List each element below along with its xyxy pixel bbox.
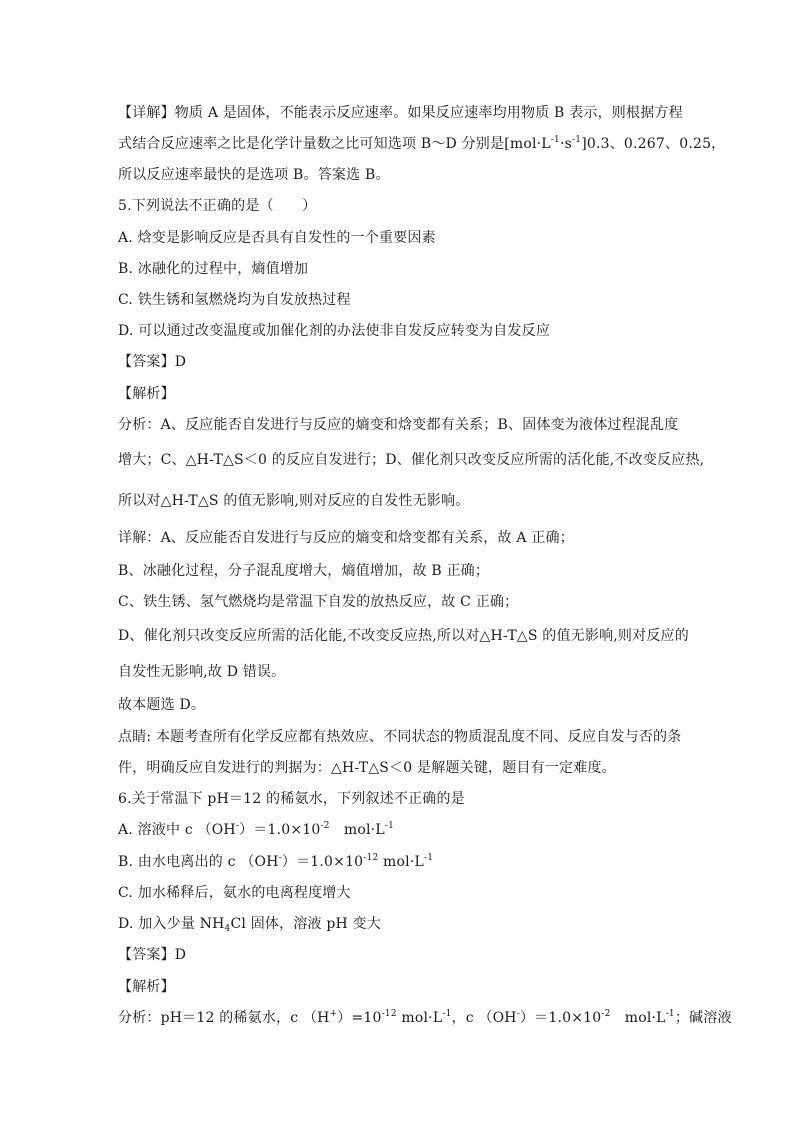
answer-label <box>118 352 678 372</box>
text-run: 故本题选 D。 <box>118 697 206 713</box>
supscript-run: -2 <box>601 1009 611 1019</box>
supscript-run: - <box>278 853 282 863</box>
text-run: ）＝1.0×10 <box>519 1010 602 1026</box>
text-run: 详解：A、反应能否自发进行与反应的熵变和焓变都有关系，故 A 正确； <box>118 530 574 546</box>
text-run: D. 加入少量 NH <box>118 916 225 932</box>
text-run: ）=10 <box>337 1010 382 1026</box>
supscript-run: -1 <box>572 135 582 145</box>
text-run: mol·L <box>378 854 424 870</box>
text-run: A. 溶液中 c （OH <box>118 822 236 838</box>
text-run: B. 由水电离出的 c （OH <box>118 854 279 870</box>
text-run: Cl 固体，溶液 pH 变大 <box>230 916 381 932</box>
supscript-run: -12 <box>381 1009 397 1019</box>
text-run: 【解析】 <box>118 386 175 402</box>
text-line <box>118 662 678 682</box>
text-run: 【解析】 <box>118 979 175 995</box>
text-run: D、催化剂只改变反应所需的活化能,不改变反应热,所以对△H-T△S 的值无影响,则对反应的 <box>118 628 689 644</box>
text-run: D. 可以通过改变温度或加催化剂的办法使非自发反应转变为自发反应 <box>118 323 551 339</box>
subscript-run: 4 <box>224 924 231 934</box>
text-line <box>118 592 678 612</box>
supscript-run: - <box>235 821 240 831</box>
supscript-run: + <box>329 1009 338 1019</box>
text-line <box>118 727 682 747</box>
text-run: ）＝1.0×10 <box>239 822 321 838</box>
text-run: ，c （OH <box>451 1010 517 1026</box>
question-5-stem <box>118 196 678 216</box>
option-d <box>118 321 678 341</box>
option-c <box>118 883 678 903</box>
text-run: 【详解】物质 A 是固体，不能表示反应速率。如果反应速率均用物质 B 表示，则根据方程 <box>118 105 683 121</box>
text-run: 分析：A、反应能否自发进行与反应的熵变和焓变都有关系；B、固体变为液体过程混乱度 <box>118 417 679 433</box>
text-line <box>118 528 678 548</box>
answer-label <box>118 945 678 965</box>
text-run: mol·L <box>396 1010 443 1026</box>
text-run: B. 冰融化的过程中，熵值增加 <box>118 261 309 277</box>
text-line <box>118 415 678 435</box>
text-line <box>118 1008 732 1028</box>
supscript-run: -1 <box>665 1009 675 1019</box>
text-run: C. 铁生锈和氢燃烧均为自发放热过程 <box>118 292 351 308</box>
text-run: C. 加水稀释后，氨水的电离程度增大 <box>118 885 351 901</box>
supscript-run: -1 <box>384 821 394 831</box>
text-line <box>118 450 705 470</box>
text-line <box>118 103 683 123</box>
text-run: 6.关于常温下 pH＝12 的稀氨水，下列叙述不正确的是 <box>118 791 465 807</box>
text-run: ）＝1.0×10 <box>281 854 364 870</box>
supscript-run: -2 <box>320 821 330 831</box>
analysis-label <box>118 384 678 404</box>
option-b <box>118 852 678 872</box>
text-run: 件，明确反应自发进行的判据为：△H-T△S＜0 是解题关键，题目有一定难度。 <box>118 760 616 776</box>
question-6-stem <box>118 789 678 809</box>
text-run: 增大；C、△H-T△S＜0 的反应自发进行；D、催化剂只改变反应所需的活化能,不改变反应热, <box>118 452 705 468</box>
option-a <box>118 820 678 840</box>
text-line <box>118 134 726 154</box>
text-run: 自发性无影响,故 D 错误。 <box>118 664 286 680</box>
text-line <box>118 695 678 715</box>
text-run: ]0.3、0.267、0.25， <box>581 136 726 152</box>
text-line <box>118 626 689 646</box>
option-b <box>118 259 678 279</box>
option-c <box>118 290 678 310</box>
text-run: mol·L <box>610 1010 666 1026</box>
text-run: ；碱溶液 <box>674 1010 732 1026</box>
supscript-run: -1 <box>550 135 560 145</box>
text-run: mol·L <box>329 822 385 838</box>
text-line <box>118 758 678 778</box>
analysis-label <box>118 977 678 997</box>
text-run: 5.下列说法不正确的是（ ） <box>118 198 317 214</box>
text-run: 点睛: 本题考查所有化学反应都有热效应、不同状态的物质混乱度不同、反应自发与否的条 <box>118 729 682 745</box>
text-run: 所以反应速率最快的是选项 B。答案选 B。 <box>118 167 390 183</box>
text-run: A. 焓变是影响反应是否具有自发性的一个重要因素 <box>118 230 436 246</box>
supscript-run: -1 <box>423 853 434 863</box>
text-run: C、铁生锈、氢气燃烧均是常温下自发的放热反应，故 C 正确； <box>118 594 519 610</box>
supscript-run: -12 <box>363 853 379 863</box>
text-run: 【答案】D <box>118 354 187 370</box>
text-run: 所以对△H-T△S 的值无影响,则对反应的自发性无影响。 <box>118 493 470 509</box>
text-line <box>118 491 678 511</box>
text-run: 式结合反应速率之比是化学计量数之比可知选项 B～D 分别是[mol·L <box>118 136 551 152</box>
text-run: 【答案】D <box>118 947 187 963</box>
option-a <box>118 228 678 248</box>
option-d <box>118 914 678 934</box>
supscript-run: - <box>516 1009 520 1019</box>
text-line <box>118 165 678 185</box>
text-run: ·s <box>559 136 573 152</box>
text-line <box>118 561 678 581</box>
text-run: 分析：pH＝12 的稀氨水，c （H <box>118 1010 330 1026</box>
supscript-run: -1 <box>442 1009 452 1019</box>
text-run: B、冰融化过程，分子混乱度增大，熵值增加，故 B 正确； <box>118 563 490 579</box>
